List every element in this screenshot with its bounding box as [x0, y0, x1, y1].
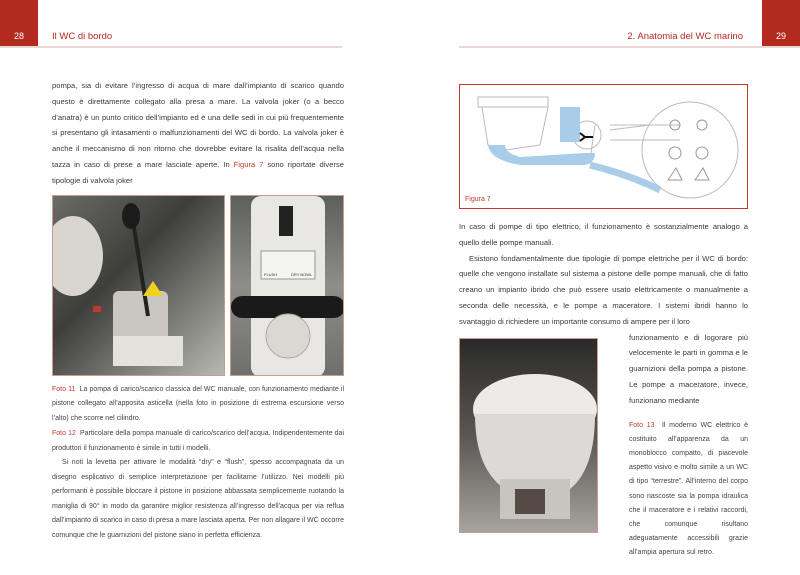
intro-paragraph: pompa, sia di evitare l’ingresso di acqua di mare dall’impianto di scarico quando questo è direttamente collegato alla presa a mare. La valvola joker (o a becco d’anatra) è un punto critico dell’impianto ed è una delle sedi in cui più frequentemente si presentano gli intasamenti o malfunzionamenti del WC di bordo. La valvola joker è anche il meccanismo di non ritorno che dovrebbe evitare la risalita dell’acqua nella tazza in caso di prese a mare lasciate aperte. In Figura 7 sono riportate diverse tipologie di valvola joker — [52, 81, 345, 185]
figure-7-label: Figura 7 — [465, 196, 491, 203]
pump-closeup-illustration — [231, 196, 344, 376]
narrow-column — [629, 332, 748, 561]
header-rule-left — [0, 46, 342, 48]
electric-wc-illustration — [460, 339, 598, 533]
foto-12-image — [230, 195, 344, 376]
figure-7 — [459, 84, 748, 209]
body-paragraph-left: Si noti la levetta per attivare le modalità “dry” e “flush”, spesso accompagnata da un disegno esplicativo di semplice interpretazione per facilitarne l’utilizzo. Nei modelli più performanti è possibile bloccare il pistone in posizione abbassata semplicemente ruotando la maniglia di 90° in modo da garantire miglior resistenza all’ingresso dell’acqua per via reflua dall’impianto di scarico in caso di presa a mare lasciata aperta. Per non allagare il WC occorre comunque che le guarnizioni del pistone siano in perfetta efficienza. — [52, 459, 344, 539]
foto-13-image — [459, 338, 598, 533]
right-page-text-flow — [459, 219, 748, 561]
foto-13-caption: Foto 13 Il moderno WC elettrico è costituito all’apparenza da un monoblocco compatto, di piacevole aspetto visivo e molto simile a un WC di tipo “terrestre”. All’interno del corpo sono nascoste sia la pompa idraulica che il maceratore e i relativi raccordi, che comunque risultano adeguatamente accessibili grazie all’ampia apertura sul retro. — [629, 421, 748, 557]
photo-row — [459, 332, 748, 561]
dry-label: DRY BOWL — [291, 272, 313, 277]
page-number-right: 29 — [762, 0, 800, 46]
foto-11-image — [52, 195, 225, 376]
figure-link[interactable]: Figura 7 — [233, 159, 264, 169]
manual-pump-illustration — [53, 196, 225, 376]
running-header-right: 2. Anatomia del WC marino — [627, 31, 743, 42]
wc-diagram-illustration — [460, 85, 747, 208]
foto-12-caption: Foto 12 Particolare della pompa manuale di carico/scarico dell’acqua. Indipendentemente dai produttori il funzionamento è simile in tutti i modelli. — [52, 430, 345, 452]
paragraph-2-continued: funzionamento e di logorare più velocemente le parti in gomma e le guarnizioni della pompa a pistone. Le pompe a maceratore, invece, funzionano mediante — [629, 332, 748, 405]
paragraph-1: In caso di pompe di tipo elettrico, il funzionamento è sostanzialmente analogo a quello delle pompe manuali. — [459, 222, 748, 247]
header-rule-right — [459, 46, 800, 48]
flush-label: FLUSH — [264, 272, 278, 277]
foto-11-caption: Foto 11 La pompa di carico/scarico classica del WC manuale, con funzionamento mediante il pistone collegato all’apposita asticella (nella foto in posizione di estrema escursione verso l’alto) che scorre nel cilindro. — [52, 386, 345, 422]
running-header-left: Il WC di bordo — [52, 31, 113, 42]
paragraph-2: Esistono fondamentalmente due tipologie di pompe elettriche per il WC di bordo: quelle che vengono installate sul sistema a pistone delle pompe manuali, che di fatto creano un impianto ibrido che può essere usato elettricamente o manualmente a seconda delle necessità, e le pompe a maceratore. I sistemi ibridi hanno lo svantaggio di richiedere un importante consumo di ampere per il loro — [459, 253, 748, 326]
page-number-left: 28 — [0, 0, 38, 46]
left-bottom-text — [52, 383, 344, 544]
